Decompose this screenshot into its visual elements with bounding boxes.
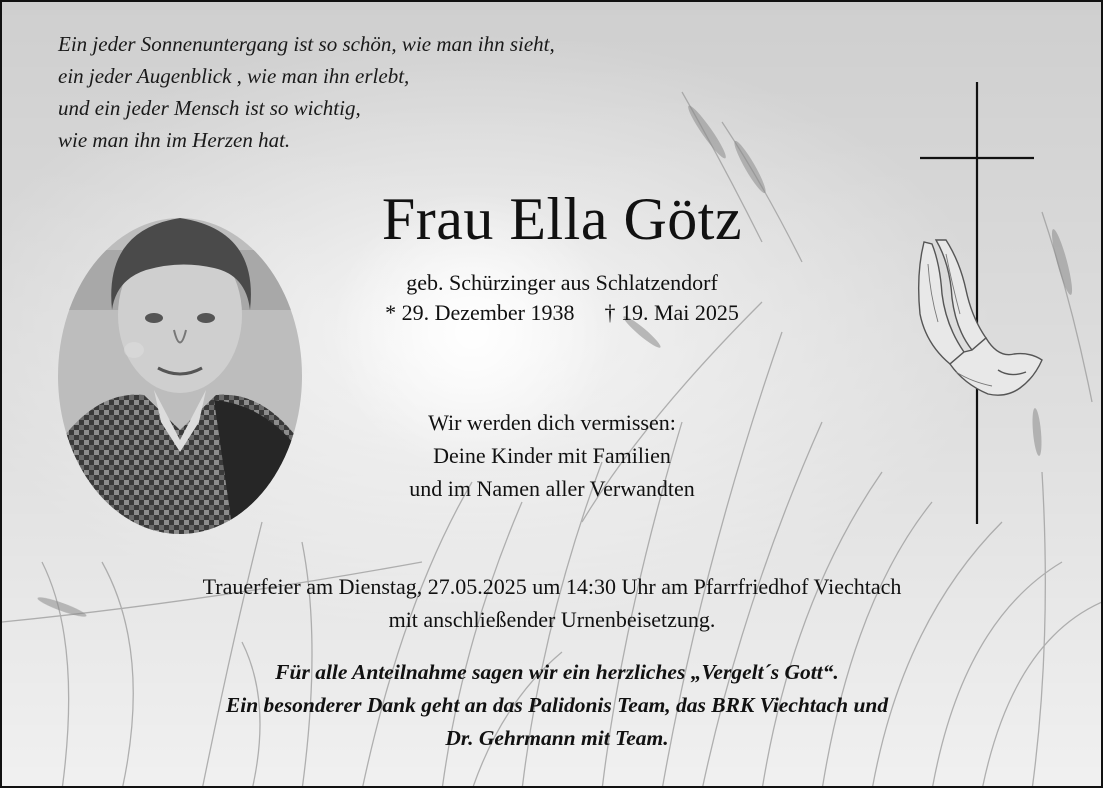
- service-line: mit anschließender Urnenbeisetzung.: [388, 607, 716, 632]
- poem-line: und ein jeder Mensch ist so wichtig,: [58, 96, 361, 120]
- poem-line: Ein jeder Sonnenuntergang ist so schön, wie man ihn sieht,: [58, 32, 555, 56]
- mourners-line: und im Namen aller Verwandten: [409, 476, 695, 501]
- mourners-block: [292, 406, 812, 505]
- deceased-name: Frau Ella Götz: [381, 186, 743, 252]
- birth-date: * 29. Dezember 1938: [385, 300, 575, 325]
- thanks-block: [22, 656, 1092, 755]
- thanks-line: Dr. Gehrmann mit Team.: [445, 726, 669, 750]
- praying-hands-icon: [902, 234, 1050, 406]
- mourners-line: Deine Kinder mit Familien: [433, 443, 671, 468]
- mourners-line: Wir werden dich vermissen:: [428, 410, 676, 435]
- portrait-photo: [54, 190, 306, 540]
- death-date: † 19. Mai 2025: [604, 300, 739, 325]
- funeral-service-info: [22, 570, 1082, 636]
- life-dates: [292, 300, 832, 326]
- service-line: Trauerfeier am Dienstag, 27.05.2025 um 14:30 Uhr am Pfarrfriedhof Viechtach: [202, 574, 902, 599]
- poem-line: wie man ihn im Herzen hat.: [58, 128, 291, 152]
- thanks-line: Für alle Anteilnahme sagen wir ein herzliches „Vergelt´s Gott“.: [275, 660, 839, 684]
- thanks-line: Ein besonderer Dank geht an das Palidonis Team, das BRK Viechtach und: [225, 693, 889, 717]
- poem-line: ein jeder Augenblick , wie man ihn erlebt,: [58, 64, 410, 88]
- poem: [58, 28, 555, 156]
- maiden-name-origin: geb. Schürzinger aus Schlatzendorf: [406, 270, 718, 295]
